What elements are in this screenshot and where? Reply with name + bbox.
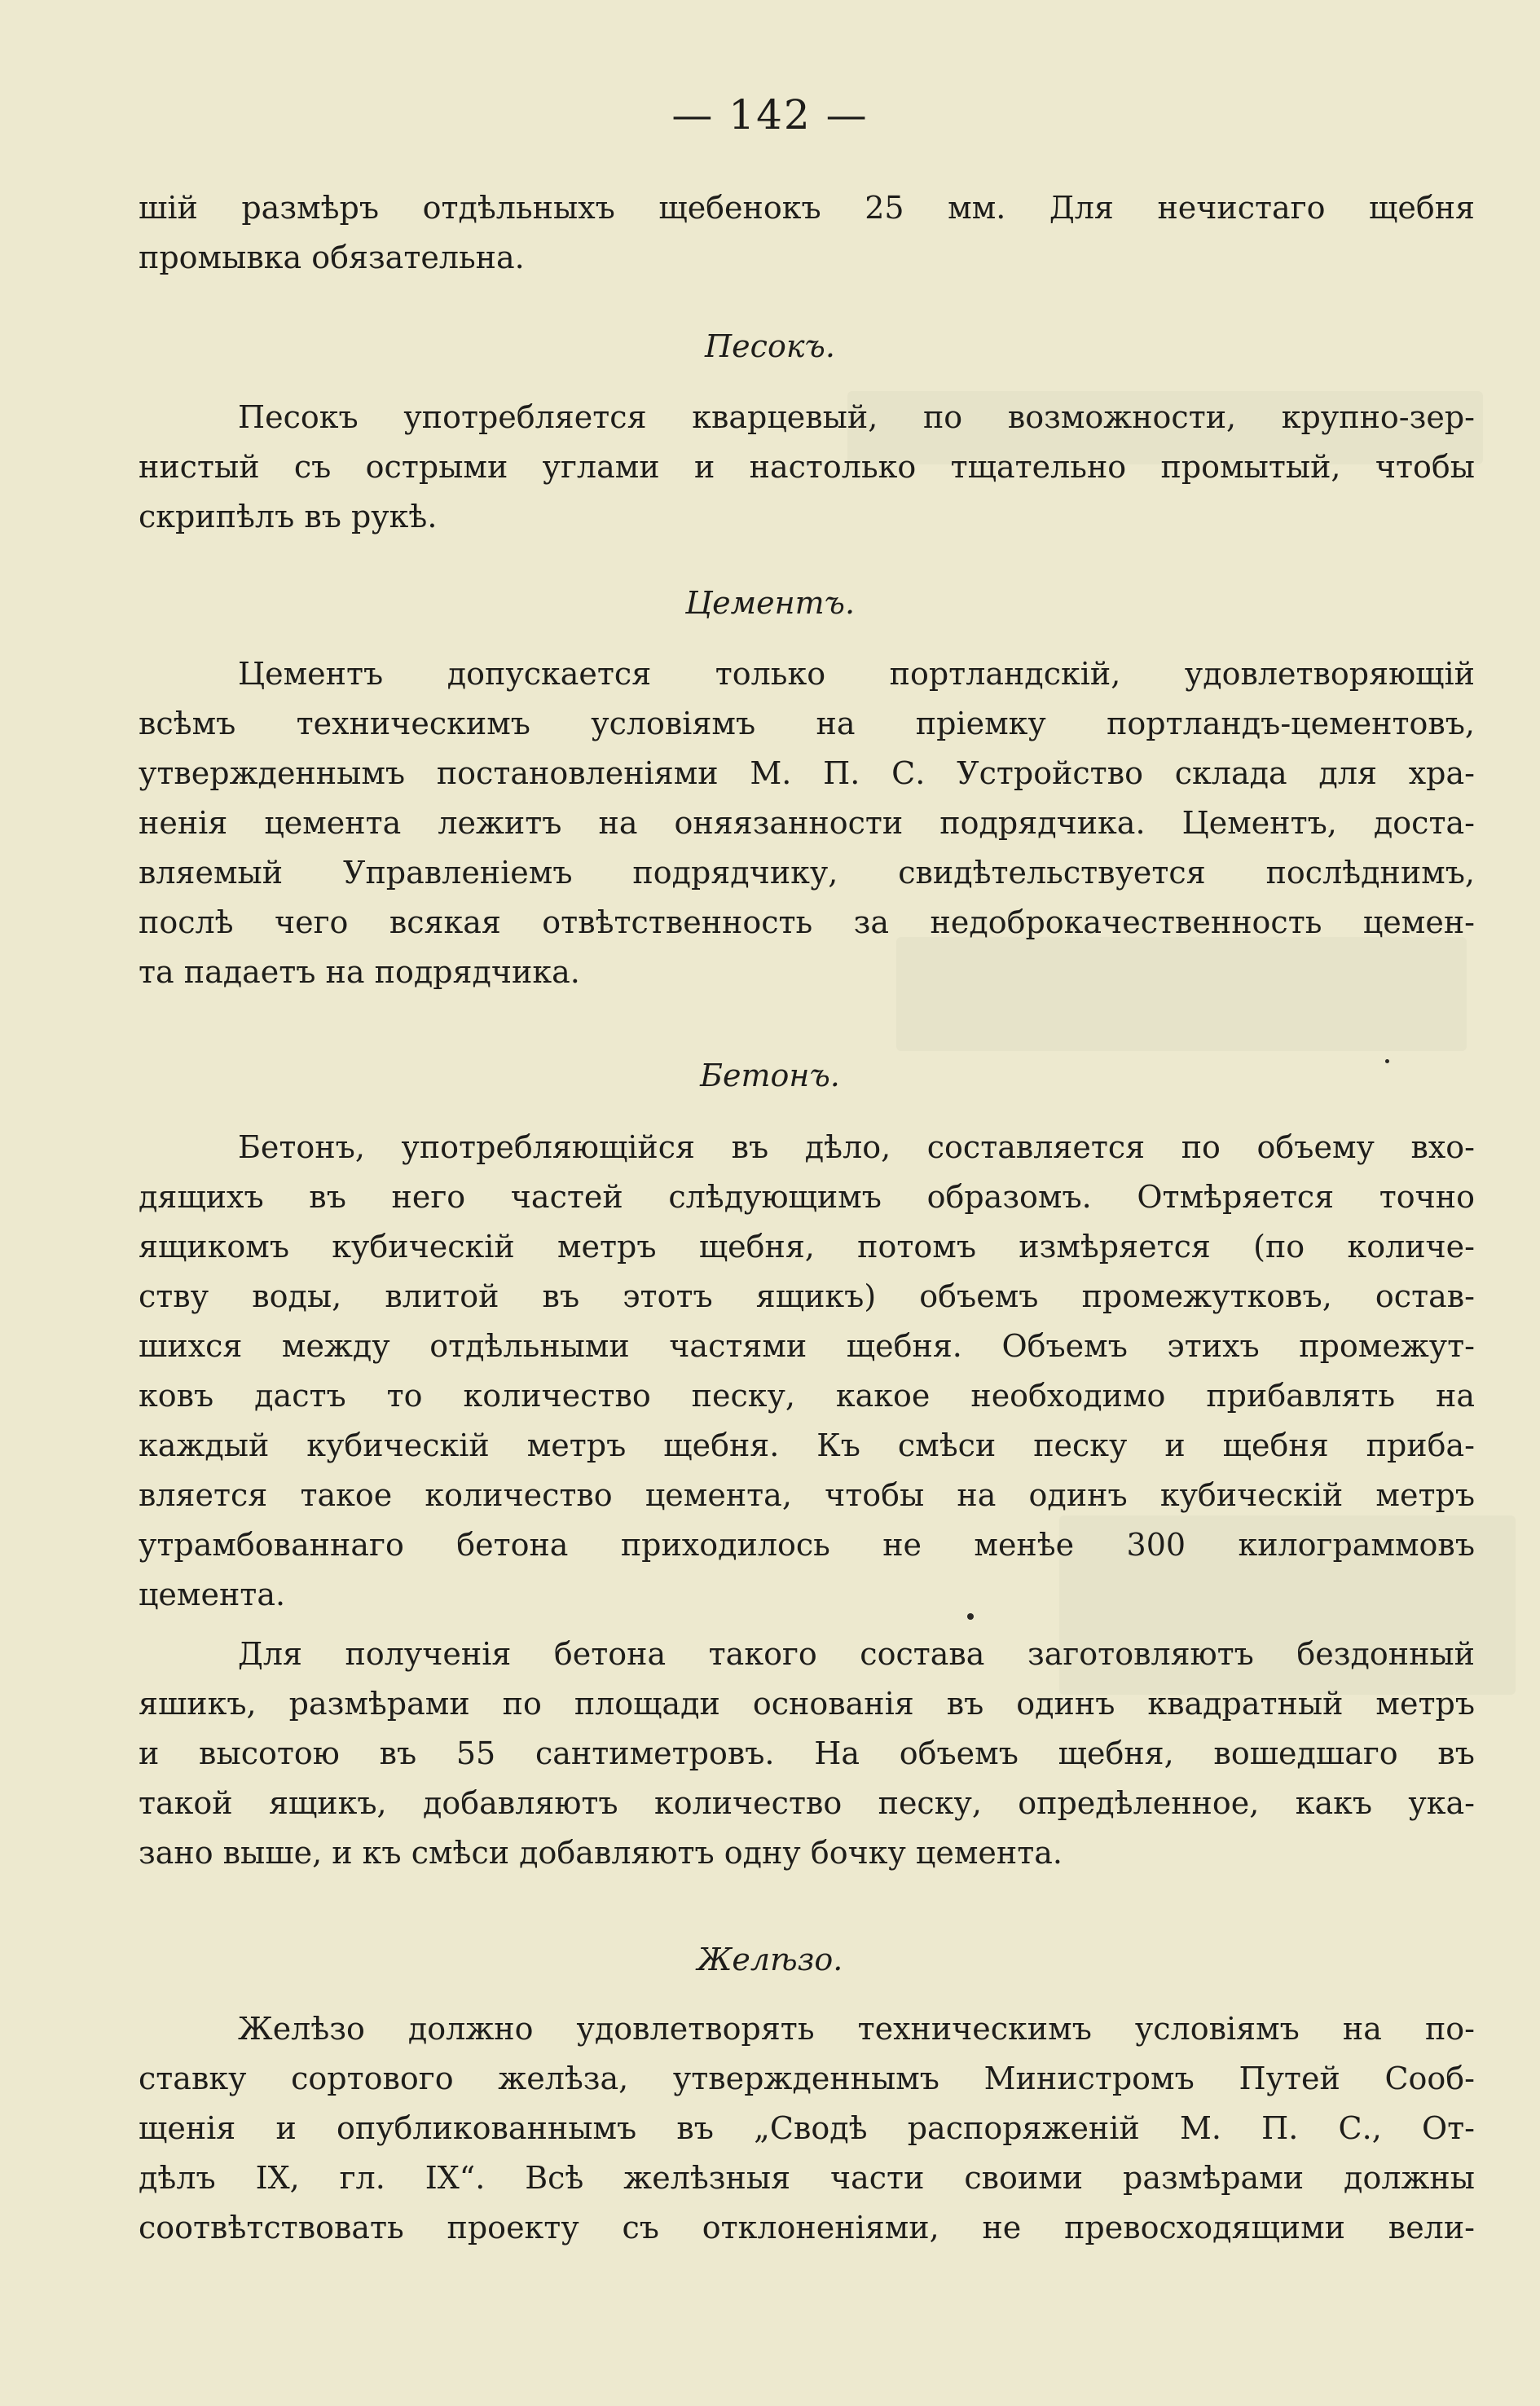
text-line: Цементъ допускается только портландскій, удовлетворяющій — [238, 656, 1475, 692]
continuation-paragraph — [139, 183, 1475, 283]
text-line: щенія и опубликованнымъ въ „Сводѣ распоряженій М. П. С., От- — [139, 2110, 1475, 2146]
text-line: утрамбованнаго бетона приходилось не менѣе 300 килограммовъ — [139, 1527, 1475, 1563]
text-line: Бетонъ, употребляющійся въ дѣло, составляется по объему вхо- — [238, 1129, 1475, 1165]
text-line: ящикомъ кубическій метръ щебня, потомъ измѣряется (по количе- — [139, 1229, 1475, 1265]
page-number: — 142 — — [671, 91, 869, 139]
text-line: скрипѣлъ въ рукѣ. — [139, 499, 438, 534]
iron-paragraph — [139, 2004, 1475, 2253]
text-line: ству воды, влитой въ этотъ ящикъ) объемъ промежутковъ, остав- — [139, 1278, 1475, 1314]
text-line: ковъ дастъ то количество песку, какое необходимо прибавлять на — [139, 1378, 1475, 1414]
section-heading-cement: Цементъ. — [684, 585, 856, 621]
text-line: цемента. — [139, 1577, 286, 1612]
text-line: шій размѣръ отдѣльныхъ щебенокъ 25 мм. Для нечистаго щебня — [139, 190, 1475, 226]
text-line: каждый кубическій метръ щебня. Къ смѣси песку и щебня приба- — [139, 1427, 1475, 1463]
text-line: вляется такое количество цемента, чтобы на одинъ кубическій метръ — [139, 1477, 1475, 1513]
text-line: ненія цемента лежитъ на оняязанности подрядчика. Цементъ, доста- — [139, 805, 1475, 841]
text-line: дящихъ въ него частей слѣдующимъ образомъ. Отмѣряется точно — [139, 1179, 1475, 1215]
text-line: вляемый Управленіемъ подрядчику, свидѣтельствуется послѣднимъ, — [139, 855, 1475, 891]
text-line: промывка обязательна. — [139, 240, 525, 275]
text-line: шихся между отдѣльными частями щебня. Объемъ этихъ промежут- — [139, 1328, 1475, 1364]
cement-paragraph — [139, 649, 1475, 997]
ink-speck — [1385, 1059, 1389, 1063]
text-line: и высотою въ 55 сантиметровъ. На объемъ щебня, вошедшаго въ — [139, 1735, 1475, 1771]
text-line: утвержденнымъ постановленіями М. П. С. Устройство склада для хра- — [139, 755, 1475, 791]
text-line: яшикъ, размѣрами по площади основанія въ одинъ квадратный метръ — [139, 1686, 1475, 1722]
text-line: Песокъ употребляется кварцевый, по возможности, крупно-зер- — [238, 399, 1475, 435]
text-line: ставку сортового желѣза, утвержденнымъ Министромъ Путей Сооб- — [139, 2061, 1475, 2096]
concrete-paragraph-2 — [139, 1630, 1475, 1878]
text-line: послѣ чего всякая отвѣтственность за недоброкачественность цемен- — [139, 904, 1475, 940]
text-line: такой ящикъ, добавляютъ количество песку, опредѣленное, какъ ука- — [139, 1785, 1475, 1821]
text-line: всѣмъ техническимъ условіямъ на пріемку портландъ-цементовъ, — [139, 706, 1475, 741]
ink-speck — [967, 1613, 974, 1620]
concrete-paragraph-1 — [139, 1123, 1475, 1620]
sand-paragraph — [139, 393, 1475, 542]
text-line: соотвѣтствовать проекту съ отклоненіями, не превосходящими вели- — [139, 2210, 1475, 2245]
text-line: зано выше, и къ смѣси добавляютъ одну бочку цемента. — [139, 1835, 1063, 1871]
text-line: та падаетъ на подрядчика. — [139, 954, 580, 990]
section-heading-concrete: Бетонъ. — [700, 1058, 840, 1093]
text-line: Желѣзо должно удовлетворять техническимъ условіямъ на по- — [238, 2011, 1475, 2047]
text-line: нистый съ острыми углами и настолько тщательно промытый, чтобы — [139, 449, 1475, 485]
text-line: Для полученія бетона такого состава заготовляютъ бездонный — [238, 1636, 1475, 1672]
section-heading-sand: Песокъ. — [705, 328, 835, 364]
text-line: дѣлъ IX, гл. IX“. Всѣ желѣзныя части своими размѣрами должны — [139, 2160, 1475, 2196]
section-heading-iron: Желѣзо. — [697, 1942, 843, 1977]
